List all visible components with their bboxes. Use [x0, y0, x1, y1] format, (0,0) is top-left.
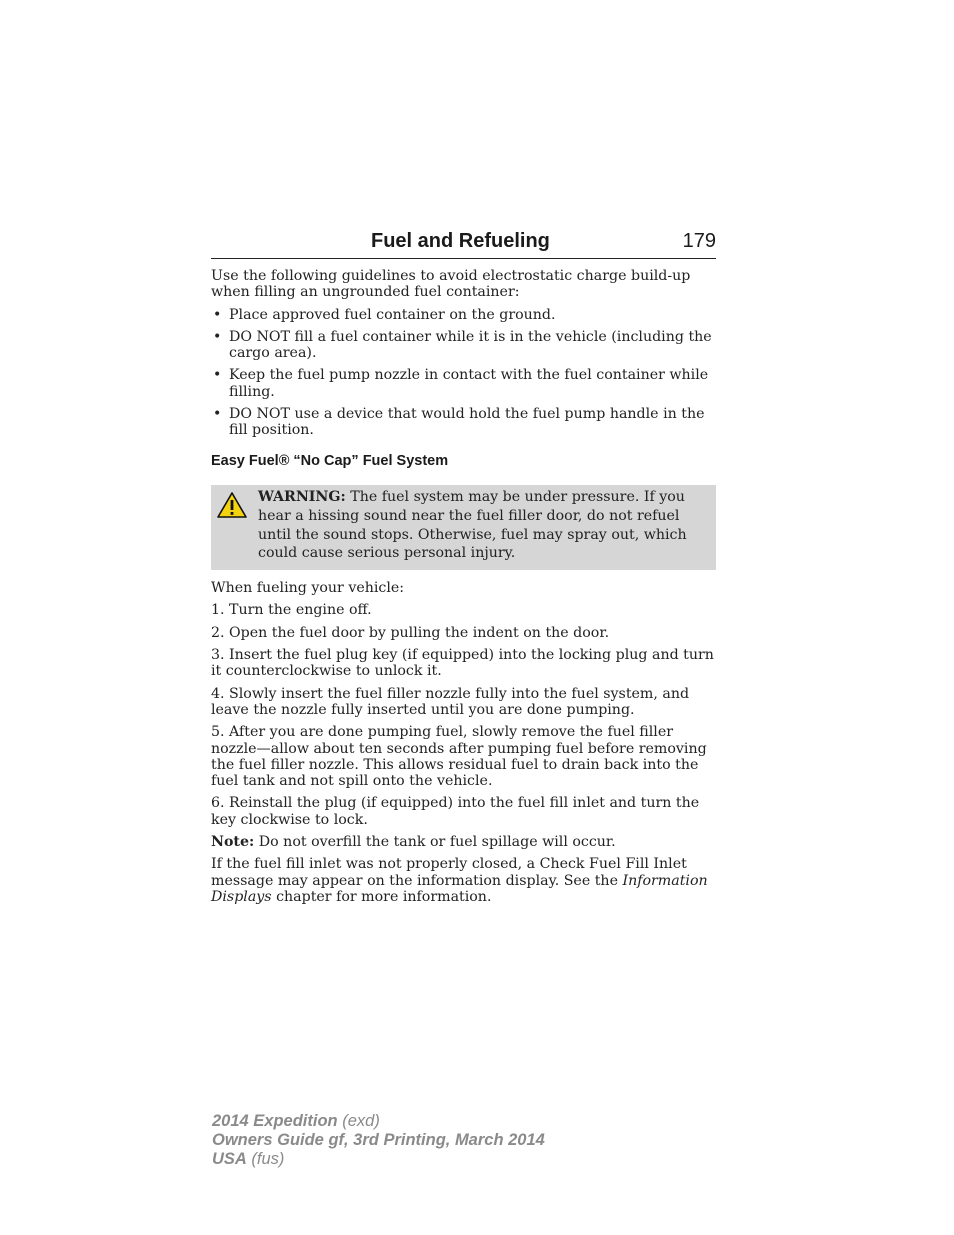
- list-item: [211, 329, 716, 362]
- bullet-icon: •: [213, 406, 222, 423]
- footer-line-printing: Owners Guide gf, 3rd Printing, March 2014: [212, 1131, 545, 1149]
- step-item: 4. Slowly insert the fuel filler nozzle fully into the fuel system, and leave the nozzle fully inserted until you are done pumping.: [211, 685, 690, 718]
- page-footer: [212, 1112, 545, 1169]
- page-title: Fuel and Refueling: [371, 230, 550, 252]
- footer-model-code: (exd): [337, 1112, 380, 1130]
- warning-box: [211, 485, 716, 570]
- bullet-icon: •: [213, 367, 222, 384]
- step-item: 5. After you are done pumping fuel, slowly remove the fuel filler nozzle—allow about ten seconds after pumping fuel before removing the fuel filler nozzle. This allows residual fuel to drain back into the fuel tank and not spill onto the vehicle.: [211, 724, 707, 790]
- list-item-text: Place approved fuel container on the ground.: [229, 306, 556, 323]
- footer-region: USA: [212, 1150, 247, 1168]
- fueling-intro: When fueling your vehicle:: [211, 580, 405, 597]
- closing-text-after: chapter for more information.: [271, 888, 492, 905]
- list-item-text: DO NOT fill a fuel container while it is in the vehicle (including the cargo area).: [229, 328, 712, 362]
- closing-paragraph: [211, 856, 716, 905]
- note-label: Note:: [211, 834, 255, 851]
- section-heading: Easy Fuel® “No Cap” Fuel System: [211, 452, 449, 469]
- closing-text-before: If the fuel fill inlet was not properly closed, a Check Fuel Fill Inlet message may appear on the information display. See the: [211, 856, 687, 889]
- step-item: 1. Turn the engine off.: [211, 602, 372, 619]
- page-number: 179: [682, 230, 716, 252]
- page-body: [211, 268, 716, 911]
- guidelines-list: [211, 307, 716, 439]
- footer-model: 2014 Expedition: [212, 1112, 338, 1130]
- chapter-reference: Information Displays: [211, 872, 708, 905]
- warning-text: [216, 488, 706, 563]
- list-item-text: Keep the fuel pump nozzle in contact with the fuel container while filling.: [229, 367, 709, 400]
- list-item: [211, 406, 716, 439]
- page-header: [211, 228, 716, 259]
- step-item: 2. Open the fuel door by pulling the indent on the door.: [211, 624, 610, 641]
- bullet-icon: •: [213, 306, 222, 323]
- warning-label: WARNING:: [258, 488, 346, 505]
- note-text: Do not overfill the tank or fuel spillage will occur.: [254, 834, 616, 851]
- list-item: [211, 307, 716, 323]
- warning-triangle-icon: [216, 491, 248, 519]
- list-item: [211, 367, 716, 400]
- footer-region-code: (fus): [246, 1150, 285, 1168]
- list-item-text: DO NOT use a device that would hold the fuel pump handle in the fill position.: [229, 406, 705, 439]
- bullet-icon: •: [213, 328, 222, 345]
- footer-line-region: [212, 1150, 545, 1169]
- footer-line-model: [212, 1112, 545, 1131]
- intro-paragraph: Use the following guidelines to avoid electrostatic charge build-up when filling an ungrounded fuel container:: [211, 268, 691, 301]
- step-item: 6. Reinstall the plug (if equipped) into the fuel fill inlet and turn the key clockwise to lock.: [211, 795, 700, 828]
- note-paragraph: [211, 834, 716, 850]
- step-item: 3. Insert the fuel plug key (if equipped) into the locking plug and turn it counterclockwise to unlock it.: [211, 647, 714, 680]
- warning-body: The fuel system may be under pressure. If you hear a hissing sound near the fuel filler door, do not refuel until the sound stops. Otherwise, fuel may spray out, which could cause serious personal injury.: [258, 488, 687, 562]
